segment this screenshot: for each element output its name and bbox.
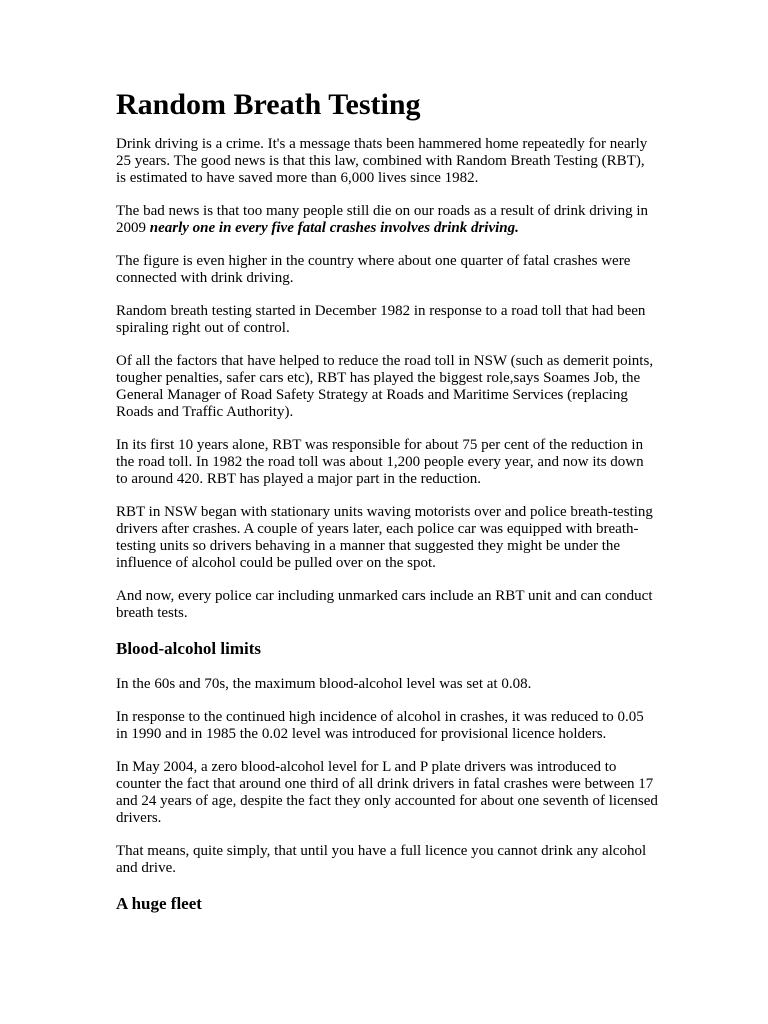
nsw-units-paragraph: RBT in NSW began with stationary units waving motorists over and police breath-testing drivers after crashes. A couple of years later, each police car was equipped with breath-testing units so drivers behaving in a manner that suggested they might be under the influence of alcohol could be pulled over on the spot. <box>116 504 653 571</box>
limits-history-paragraph: In the 60s and 70s, the maximum blood-alcohol level was set at 0.08. <box>116 676 532 692</box>
intro-paragraph: Drink driving is a crime. It's a message thats been hammered home repeatedly for nearly 25 years. The good news is that this law, combined with Random Breath Testing (RBT), is estimated to have saved more than 6,000 lives since 1982. <box>116 136 648 186</box>
country-paragraph: The figure is even higher in the country where about one quarter of fatal crashes were connected with drink driving. <box>116 253 631 286</box>
zero-limit-paragraph: In May 2004, a zero blood-alcohol level for L and P plate drivers was introduced to counter the fact that around one third of all drink drivers in fatal crashes were between 17 and 24 years of age, despite the fact they only accounted for about one seventh of licensed drivers. <box>116 759 658 826</box>
bad-news-text: The bad news is that too many people still die on our roads as a result of drink driving in 2009 <box>116 203 648 236</box>
first-decade-paragraph: In its first 10 years alone, RBT was responsible for about 75 per cent of the reduction in the road toll. In 1982 the road toll was about 1,200 people every year, and now its down to around 420. RBT has played a major part in the reduction. <box>116 437 644 487</box>
police-cars-paragraph: And now, every police car including unmarked cars include an RBT unit and can conduct breath tests. <box>116 588 653 621</box>
page-title: Random Breath Testing <box>116 88 421 121</box>
blood-alcohol-heading: Blood-alcohol limits <box>116 639 261 658</box>
bad-news-paragraph <box>116 203 658 237</box>
bad-news-emphasis: nearly one in every five fatal crashes involves drink driving. <box>149 220 519 236</box>
full-licence-paragraph: That means, quite simply, that until you have a full licence you cannot drink any alcohol and drive. <box>116 843 647 876</box>
factors-paragraph: Of all the factors that have helped to reduce the road toll in NSW (such as demerit points, tougher penalties, safer cars etc), RBT has played the biggest role,says Soames Job, the General Manager of Road Safety Strategy at Roads and Maritime Services (replacing Roads and Traffic Authority). <box>116 353 654 420</box>
huge-fleet-heading: A huge fleet <box>116 894 202 913</box>
history-paragraph: Random breath testing started in December 1982 in response to a road toll that had been spiraling right out of control. <box>116 303 646 336</box>
limits-reduction-paragraph: In response to the continued high incidence of alcohol in crashes, it was reduced to 0.05 in 1990 and in 1985 the 0.02 level was introduced for provisional licence holders. <box>116 709 644 742</box>
